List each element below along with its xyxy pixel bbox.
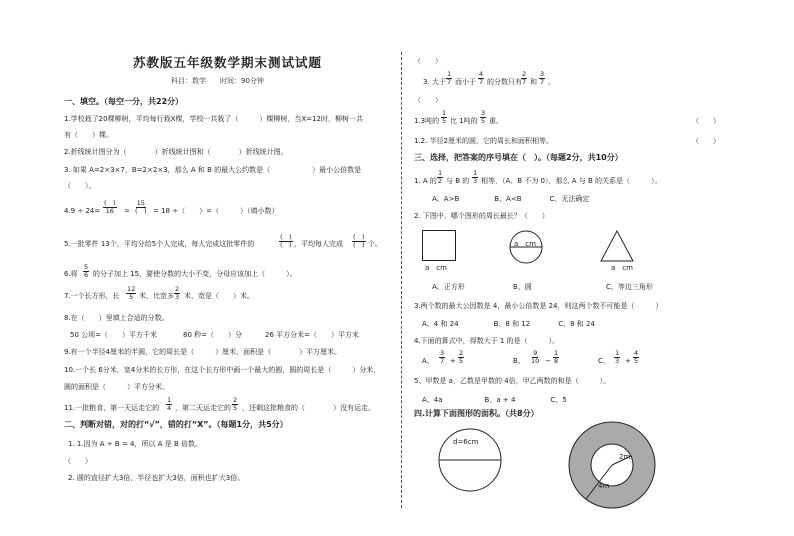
choice-1-fraction-1 bbox=[437, 170, 443, 184]
choice-4-option-c-fraction-2 bbox=[633, 350, 639, 364]
fraction-numerator: 4 bbox=[479, 70, 484, 78]
choice-1-text-b: 与 B 的 bbox=[446, 177, 470, 185]
fraction-numerator: 4 bbox=[634, 349, 639, 357]
judge-2-answer: （ ） bbox=[414, 57, 442, 65]
judge-2: 2. 圆的直径扩大3倍，半径也扩大3倍，面积也扩大3倍。 bbox=[68, 474, 245, 482]
fraction-numerator: 1 bbox=[554, 349, 559, 357]
judge-3-fraction-2 bbox=[478, 71, 484, 85]
question-2: 2.折线统计图分为（ ）折线统计图和（ ）折线统计图。 bbox=[64, 148, 288, 156]
question-7-fraction-1 bbox=[126, 286, 136, 300]
fraction-numerator: 3 bbox=[440, 349, 445, 357]
page-divider bbox=[401, 52, 402, 508]
judge-3-answer: （ ） bbox=[414, 96, 442, 104]
fraction-denominator: 5 bbox=[459, 356, 464, 365]
fraction-numerator: 12 bbox=[127, 285, 136, 293]
question-8-unit-1: 50 公顷=（ ）平方千米 bbox=[70, 331, 157, 339]
judge-4-text-b: 比 1吨的 bbox=[450, 117, 478, 125]
question-6-text-b: 的分子加上 15，要使分数的大小不变，分母应该加上（ ）。 bbox=[93, 270, 297, 278]
judge-3-text-c: 的分数只有 bbox=[487, 78, 522, 86]
exam-meta: 科目：数学 时间：90分钟 bbox=[171, 77, 264, 85]
fraction-denominator: 5 bbox=[129, 292, 134, 301]
fraction-denominator: 5 bbox=[442, 116, 447, 125]
fraction-denominator: 7 bbox=[447, 77, 452, 86]
choice-4-option-a-label: A、 bbox=[422, 357, 434, 365]
fraction-numerator: 3 bbox=[481, 109, 486, 117]
question-11-fraction-2 bbox=[232, 397, 238, 411]
fraction-denominator: 7 bbox=[522, 77, 527, 86]
fraction-denominator: 2 bbox=[438, 176, 443, 185]
circle-shape bbox=[509, 230, 549, 270]
question-8-unit-2: 80 秒=（ ）分 bbox=[183, 331, 242, 339]
choice-4: 4.下面的算式中，得数大于 1 的是（ ）。 bbox=[414, 337, 560, 345]
question-5-fraction-2 bbox=[352, 234, 366, 248]
question-4-fraction-1 bbox=[103, 200, 117, 214]
choice-5-options: A、4a B、a + 4 C、5 bbox=[422, 396, 567, 404]
judge-4-text-c: 重。 bbox=[489, 117, 503, 125]
choice-5: 5、甲数是 a，乙数是甲数的 4倍，甲乙两数的和是（ ）。 bbox=[414, 377, 611, 385]
fraction-denominator: 3 bbox=[175, 292, 180, 301]
question-11-text-a: 11.一批粮食，第一天运走它的 bbox=[64, 404, 160, 412]
fraction-numerator: 1 bbox=[442, 109, 447, 117]
choice-1-options: A、A>B B、A<B C、无法确定 bbox=[432, 195, 590, 203]
fraction-denominator: ( ) bbox=[135, 206, 147, 215]
fraction-numerator: 1 bbox=[167, 396, 172, 404]
question-11-text-c: ，还剩这批粮食的（ ）没有运走。 bbox=[242, 404, 375, 412]
choice-4-option-c-operator: + bbox=[625, 357, 631, 365]
question-5-fraction-1 bbox=[279, 234, 293, 248]
judge-5-answer: （ ） bbox=[692, 137, 720, 145]
judge-3-text-a: 3. 大于 bbox=[423, 78, 446, 86]
section-2-heading: 二、判断对错，对的打“√”，错的打“X”。（每题1分，共5分） bbox=[64, 420, 288, 429]
fraction-numerator: 2 bbox=[233, 396, 238, 404]
fraction-numerator: 15 bbox=[136, 199, 145, 207]
judge-4-fraction-2 bbox=[480, 110, 486, 124]
fraction-denominator: 7 bbox=[440, 356, 445, 365]
choice-1-text-c: 相等，（A、B 不为 0），那么 A 与 B 的关系是（ ）。 bbox=[481, 177, 662, 185]
shape-option-b: B、圆 bbox=[513, 283, 532, 291]
fraction-numerator: ( ) bbox=[104, 199, 116, 207]
question-4-fraction-2 bbox=[134, 200, 148, 214]
fraction-numerator: ( ) bbox=[280, 233, 292, 241]
question-11-fraction-1 bbox=[166, 397, 172, 411]
fraction-numerator: 1 bbox=[447, 70, 452, 78]
fraction-denominator: ( ) bbox=[353, 240, 365, 249]
fraction-numerator: 5 bbox=[84, 263, 89, 271]
fraction-denominator: 10 bbox=[531, 356, 540, 365]
fraction-numerator: 3 bbox=[540, 70, 545, 78]
fraction-numerator: 2 bbox=[175, 285, 180, 293]
fraction-numerator: 1 bbox=[438, 169, 443, 177]
question-7-text-c: 米，宽是（ ）米。 bbox=[184, 292, 254, 300]
fraction-denominator: 4 bbox=[167, 403, 172, 412]
fraction-numerator: 1 bbox=[473, 169, 478, 177]
fraction-numerator: 2 bbox=[459, 349, 464, 357]
question-10-line-1: 10.一个长 6分米，宽4分米的长方形，在这个长方形中画一个最大的圆，圆的周长是（ ）分米， bbox=[64, 366, 381, 374]
fraction-numerator: 2 bbox=[522, 70, 527, 78]
fraction-denominator: 6 bbox=[84, 270, 89, 279]
fraction-denominator: 8 bbox=[554, 356, 559, 365]
question-6-text-a: 6.将 bbox=[64, 270, 78, 278]
fraction-numerator: 9 bbox=[533, 349, 538, 357]
shape-option-a: A、正方形 bbox=[432, 283, 465, 291]
ring-area-figure bbox=[568, 421, 658, 511]
choice-4-option-b-label: B、 bbox=[513, 357, 525, 365]
fraction-denominator: 5 bbox=[634, 356, 639, 365]
fraction-denominator: 3 bbox=[473, 176, 478, 185]
choice-4-option-b-fraction-1 bbox=[530, 350, 540, 364]
question-3-line-2: （ ）。 bbox=[64, 182, 96, 190]
choice-3-options: A、4 和 24 B、8 和 12 C、8 和 24 bbox=[422, 320, 595, 328]
choice-4-option-a-operator: + bbox=[450, 357, 456, 365]
judge-3-text-b: 而小于 bbox=[455, 78, 476, 86]
fraction-denominator: 16 bbox=[105, 206, 114, 215]
circle-diameter-label: d=6cm bbox=[453, 438, 479, 446]
square-side-label: a cm bbox=[425, 264, 447, 272]
question-7-text-a: 7.一个长方形，长 bbox=[64, 292, 120, 300]
fraction-denominator: 7 bbox=[540, 77, 545, 86]
question-8-unit-3: 26 平方分米=（ ）平方米 bbox=[265, 331, 359, 339]
question-4-equals: = bbox=[124, 207, 130, 215]
section-1-heading: 一、填空。（每空一分，共22分） bbox=[64, 97, 184, 106]
fraction-denominator: 3 bbox=[615, 356, 620, 365]
choice-1-text-a: 1. A 的 bbox=[414, 177, 437, 185]
section-3-heading: 三、选择，把答案的序号填在（ ）。（每题2分，共10分） bbox=[414, 153, 623, 162]
choice-3: 3.两个数的最大公因数是 4，最小公倍数是 24，则这两个数不可能是（ ） bbox=[414, 302, 663, 310]
fraction-denominator: 7 bbox=[479, 77, 484, 86]
judge-5: 1.2. 半径2厘米的圆，它的周长和面积相等。 bbox=[414, 137, 554, 145]
shape-option-c: C、等边三角形 bbox=[606, 283, 653, 291]
question-8: 8.在（ ）里填上合适的分数。 bbox=[64, 314, 169, 322]
choice-4-option-b-operator: − bbox=[545, 357, 551, 365]
question-9: 9.有一个半径4厘米的半圆，它的周长是（ ）厘米，面积是（ ）平方厘米。 bbox=[64, 348, 342, 356]
judge-1-answer: （ ） bbox=[64, 457, 92, 465]
question-1-line-1: 1.学校栽了20棵柳树，平均每行栽X棵，学校一共栽了（ ）棵柳树，当X=12时，柳树一共 bbox=[64, 115, 363, 123]
choice-4-option-c-label: C、 bbox=[598, 357, 610, 365]
question-11-text-b: ，第二天运走它的 bbox=[175, 404, 231, 412]
choice-4-option-b-fraction-2 bbox=[553, 350, 559, 364]
judge-4-answer: （ ） bbox=[692, 117, 720, 125]
page-title: 苏教版五年级数学期末测试试题 bbox=[133, 55, 323, 70]
choice-2: 2. 下图中，哪个图形的周长最长？（ ） bbox=[414, 212, 549, 220]
ring-inner-radius-label: 2m bbox=[619, 453, 631, 461]
judge-3-fraction-3 bbox=[521, 71, 527, 85]
judge-1: 1. 1.因为 A ÷ B = 4，所以 A 是 B 倍数。 bbox=[68, 440, 202, 448]
choice-4-option-a-fraction-1 bbox=[439, 350, 445, 364]
question-5-text-a: 5.一批零件 13个，平均分给5个人完成，每人完成这批零件的 bbox=[64, 240, 255, 248]
fraction-denominator: 5 bbox=[481, 116, 486, 125]
question-7-text-b: 米，比宽多 bbox=[139, 292, 174, 300]
fraction-denominator: 5 bbox=[233, 403, 238, 412]
judge-4-fraction-1 bbox=[441, 110, 447, 124]
circle-diameter-label: a cm bbox=[514, 240, 536, 248]
fraction-numerator: ( ) bbox=[353, 233, 365, 241]
judge-4-text-a: 1.3吨的 bbox=[414, 117, 440, 125]
fraction-denominator: ( ) bbox=[280, 240, 292, 249]
judge-3-text-e: 。 bbox=[548, 78, 555, 86]
judge-3-fraction-4 bbox=[539, 71, 545, 85]
question-1-line-2: 有（ ）棵。 bbox=[64, 131, 113, 139]
fraction-numerator: 1 bbox=[615, 349, 620, 357]
section-4-heading: 四.计算下面图形的面积。（共8分） bbox=[414, 409, 539, 418]
judge-3-text-d: 和 bbox=[530, 78, 537, 86]
question-4-prefix: 4.9 ÷ 24= bbox=[64, 207, 101, 215]
question-3-line-1: 3. 如果 A=2×3×7，B=2×2×3，那么 A 和 B 的最大公约数是（ ）最小公倍数是 bbox=[64, 166, 362, 174]
choice-1-fraction-2 bbox=[472, 170, 478, 184]
question-5-text-c: 个。 bbox=[368, 240, 382, 248]
question-7-fraction-2 bbox=[174, 286, 180, 300]
ring-outer-radius-label: 4m bbox=[598, 482, 610, 490]
judge-3-fraction-1 bbox=[446, 71, 452, 85]
question-6-fraction bbox=[83, 264, 89, 278]
question-5-text-b: ，平均每人完成 bbox=[294, 240, 343, 248]
question-4-tail: = 18 ÷（ ）=（ ）（填小数） bbox=[153, 207, 279, 215]
question-10-line-2: 圆的面积是（ ）平方分米。 bbox=[64, 383, 169, 391]
choice-4-option-a-fraction-2 bbox=[458, 350, 464, 364]
triangle-side-label: a cm bbox=[611, 264, 633, 272]
choice-4-option-c-fraction-1 bbox=[614, 350, 620, 364]
